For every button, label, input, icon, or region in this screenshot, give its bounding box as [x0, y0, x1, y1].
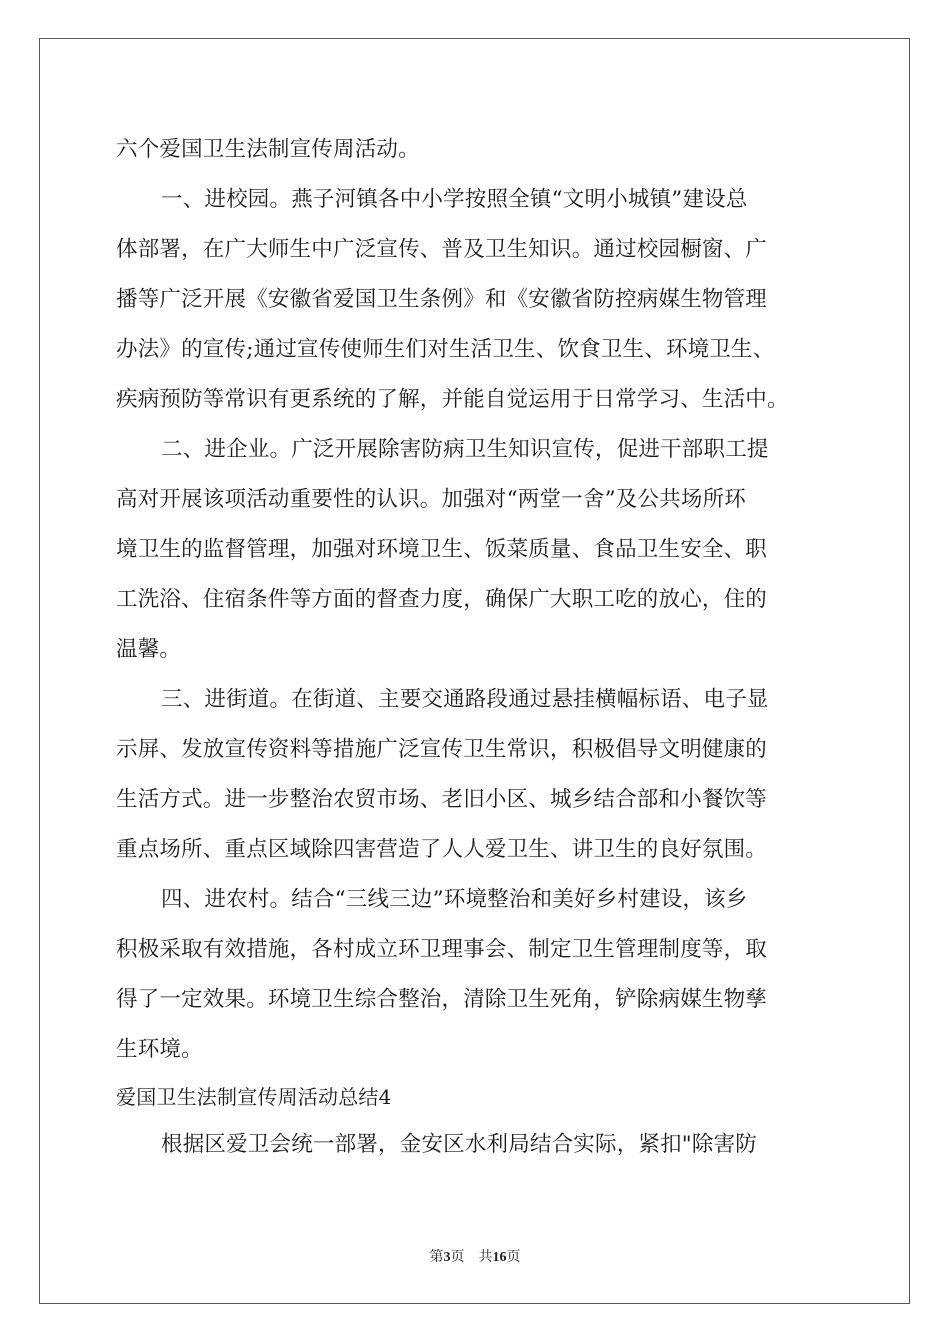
text-line: 重点场所、重点区域除四害营造了人人爱卫生、讲卫生的良好氛围。: [116, 837, 768, 862]
text-line: 工洗浴、住宿条件等方面的督查力度，确保广大职工吃的放心，住的: [116, 587, 768, 612]
page-suffix: 页: [450, 1250, 465, 1265]
text-line: 播等广泛开展《安徽省爱国卫生条例》和《安徽省防控病媒生物管理: [116, 287, 768, 312]
total-pages: 16: [492, 1250, 507, 1265]
total-prefix: 共: [478, 1250, 493, 1265]
text-line: 生环境。: [116, 1037, 203, 1062]
text-line: 体部署，在广大师生中广泛宣传、普及卫生知识。通过校园橱窗、广: [116, 237, 768, 262]
paragraph-start: 三、进街道。在街道、主要交通路段通过悬挂横幅标语、电子显: [161, 687, 769, 712]
text-line: 示屏、发放宣传资料等措施广泛宣传卫生常识，积极倡导文明健康的: [116, 737, 768, 762]
text-line: 生活方式。进一步整治农贸市场、老旧小区、城乡结合部和小餐饮等: [116, 787, 768, 812]
paragraph-start: 四、进农村。结合“三线三边”环境整治和美好乡村建设，该乡: [161, 887, 748, 912]
text-line: 境卫生的监督管理，加强对环境卫生、饭菜质量、食品卫生安全、职: [116, 537, 768, 562]
text-line: 疾病预防等常识有更系统的了解，并能自觉运用于日常学习、生活中。: [116, 387, 789, 412]
text-line: 温馨。: [116, 637, 182, 662]
text-line: 六个爱国卫生法制宣传周活动。: [116, 137, 420, 162]
text-line: 积极采取有效措施，各村成立环卫理事会、制定卫生管理制度等，取: [116, 937, 768, 962]
text-line: 高对开展该项活动重要性的认识。加强对“两堂一舍”及公共场所环: [116, 487, 746, 512]
page-number: 3: [443, 1250, 451, 1265]
paragraph-start: 根据区爱卫会统一部署，金安区水利局结合实际，紧扣"除害防: [161, 1132, 757, 1157]
page-border: [39, 38, 910, 1304]
page-prefix: 第: [429, 1250, 444, 1265]
text-line: 得了一定效果。环境卫生综合整治，清除卫生死角，铲除病媒生物孳: [116, 987, 768, 1012]
total-suffix: 页: [506, 1250, 521, 1265]
page-footer: [0, 1246, 950, 1266]
text-line: 办法》的宣传;通过宣传使师生们对生活卫生、饮食卫生、环境卫生、: [116, 337, 775, 362]
section-heading: 爱国卫生法制宣传周活动总结4: [116, 1085, 392, 1109]
paragraph-start: 二、进企业。广泛开展除害防病卫生知识宣传，促进干部职工提: [161, 437, 769, 462]
paragraph-start: 一、进校园。燕子河镇各中小学按照全镇“文明小城镇”建设总: [161, 187, 748, 212]
